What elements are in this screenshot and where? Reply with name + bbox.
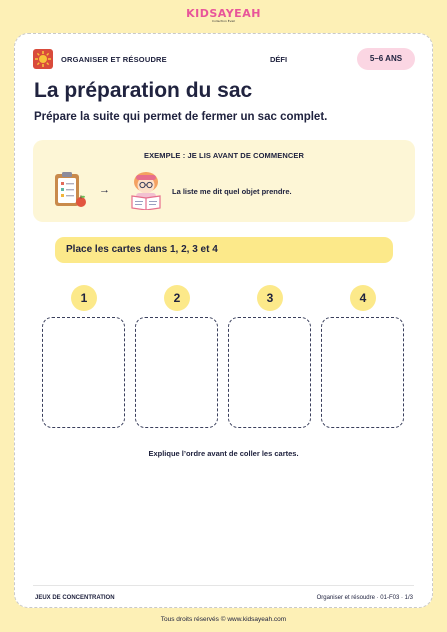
card-slot-3[interactable] [228, 317, 311, 428]
footer-page-ref: Organiser et résoudre · 01-F03 · 1/3 [316, 595, 413, 601]
page-title: La préparation du sac [34, 79, 253, 102]
copyright-notice: Tous droits réservés © www.kidsayeah.com [160, 616, 287, 623]
category-label: ORGANISER ET RÉSOUDRE [61, 55, 167, 64]
activity-type-label: DÉFI [270, 55, 288, 64]
worksheet-page [14, 33, 433, 608]
slot-number-2: 2 [164, 285, 190, 311]
logo-text: KIDSAYEAH [186, 7, 261, 20]
child-reading-icon [127, 170, 165, 215]
card-slot-2[interactable] [135, 317, 218, 428]
example-text: La liste me dit quel objet prendre. [172, 187, 292, 196]
worksheet-header [15, 48, 432, 74]
brand-logo [0, 7, 447, 23]
footer-series: JEUX DE CONCENTRATION [35, 595, 115, 601]
example-box [33, 140, 415, 222]
slot-number-3: 3 [257, 285, 283, 311]
clipboard-checklist-icon [52, 171, 88, 214]
page-subtitle: Prépare la suite qui permet de fermer un sac complet. [34, 111, 328, 123]
footer-divider [33, 585, 414, 586]
explain-instruction: Explique l’ordre avant de coller les cartes. [148, 449, 299, 458]
card-slot-4[interactable] [321, 317, 404, 428]
slot-number-1: 1 [71, 285, 97, 311]
arrow-icon: → [99, 184, 110, 196]
sun-icon [33, 49, 53, 69]
card-slot-1[interactable] [42, 317, 125, 428]
example-heading: EXEMPLE : JE LIS AVANT DE COMMENCER [143, 151, 305, 160]
slot-number-4: 4 [350, 285, 376, 311]
age-badge: 5–6 ANS [357, 48, 415, 70]
instruction-banner: Place les cartes dans 1, 2, 3 et 4 [55, 237, 393, 263]
logo-subtext: Collection Éveil [212, 19, 235, 23]
